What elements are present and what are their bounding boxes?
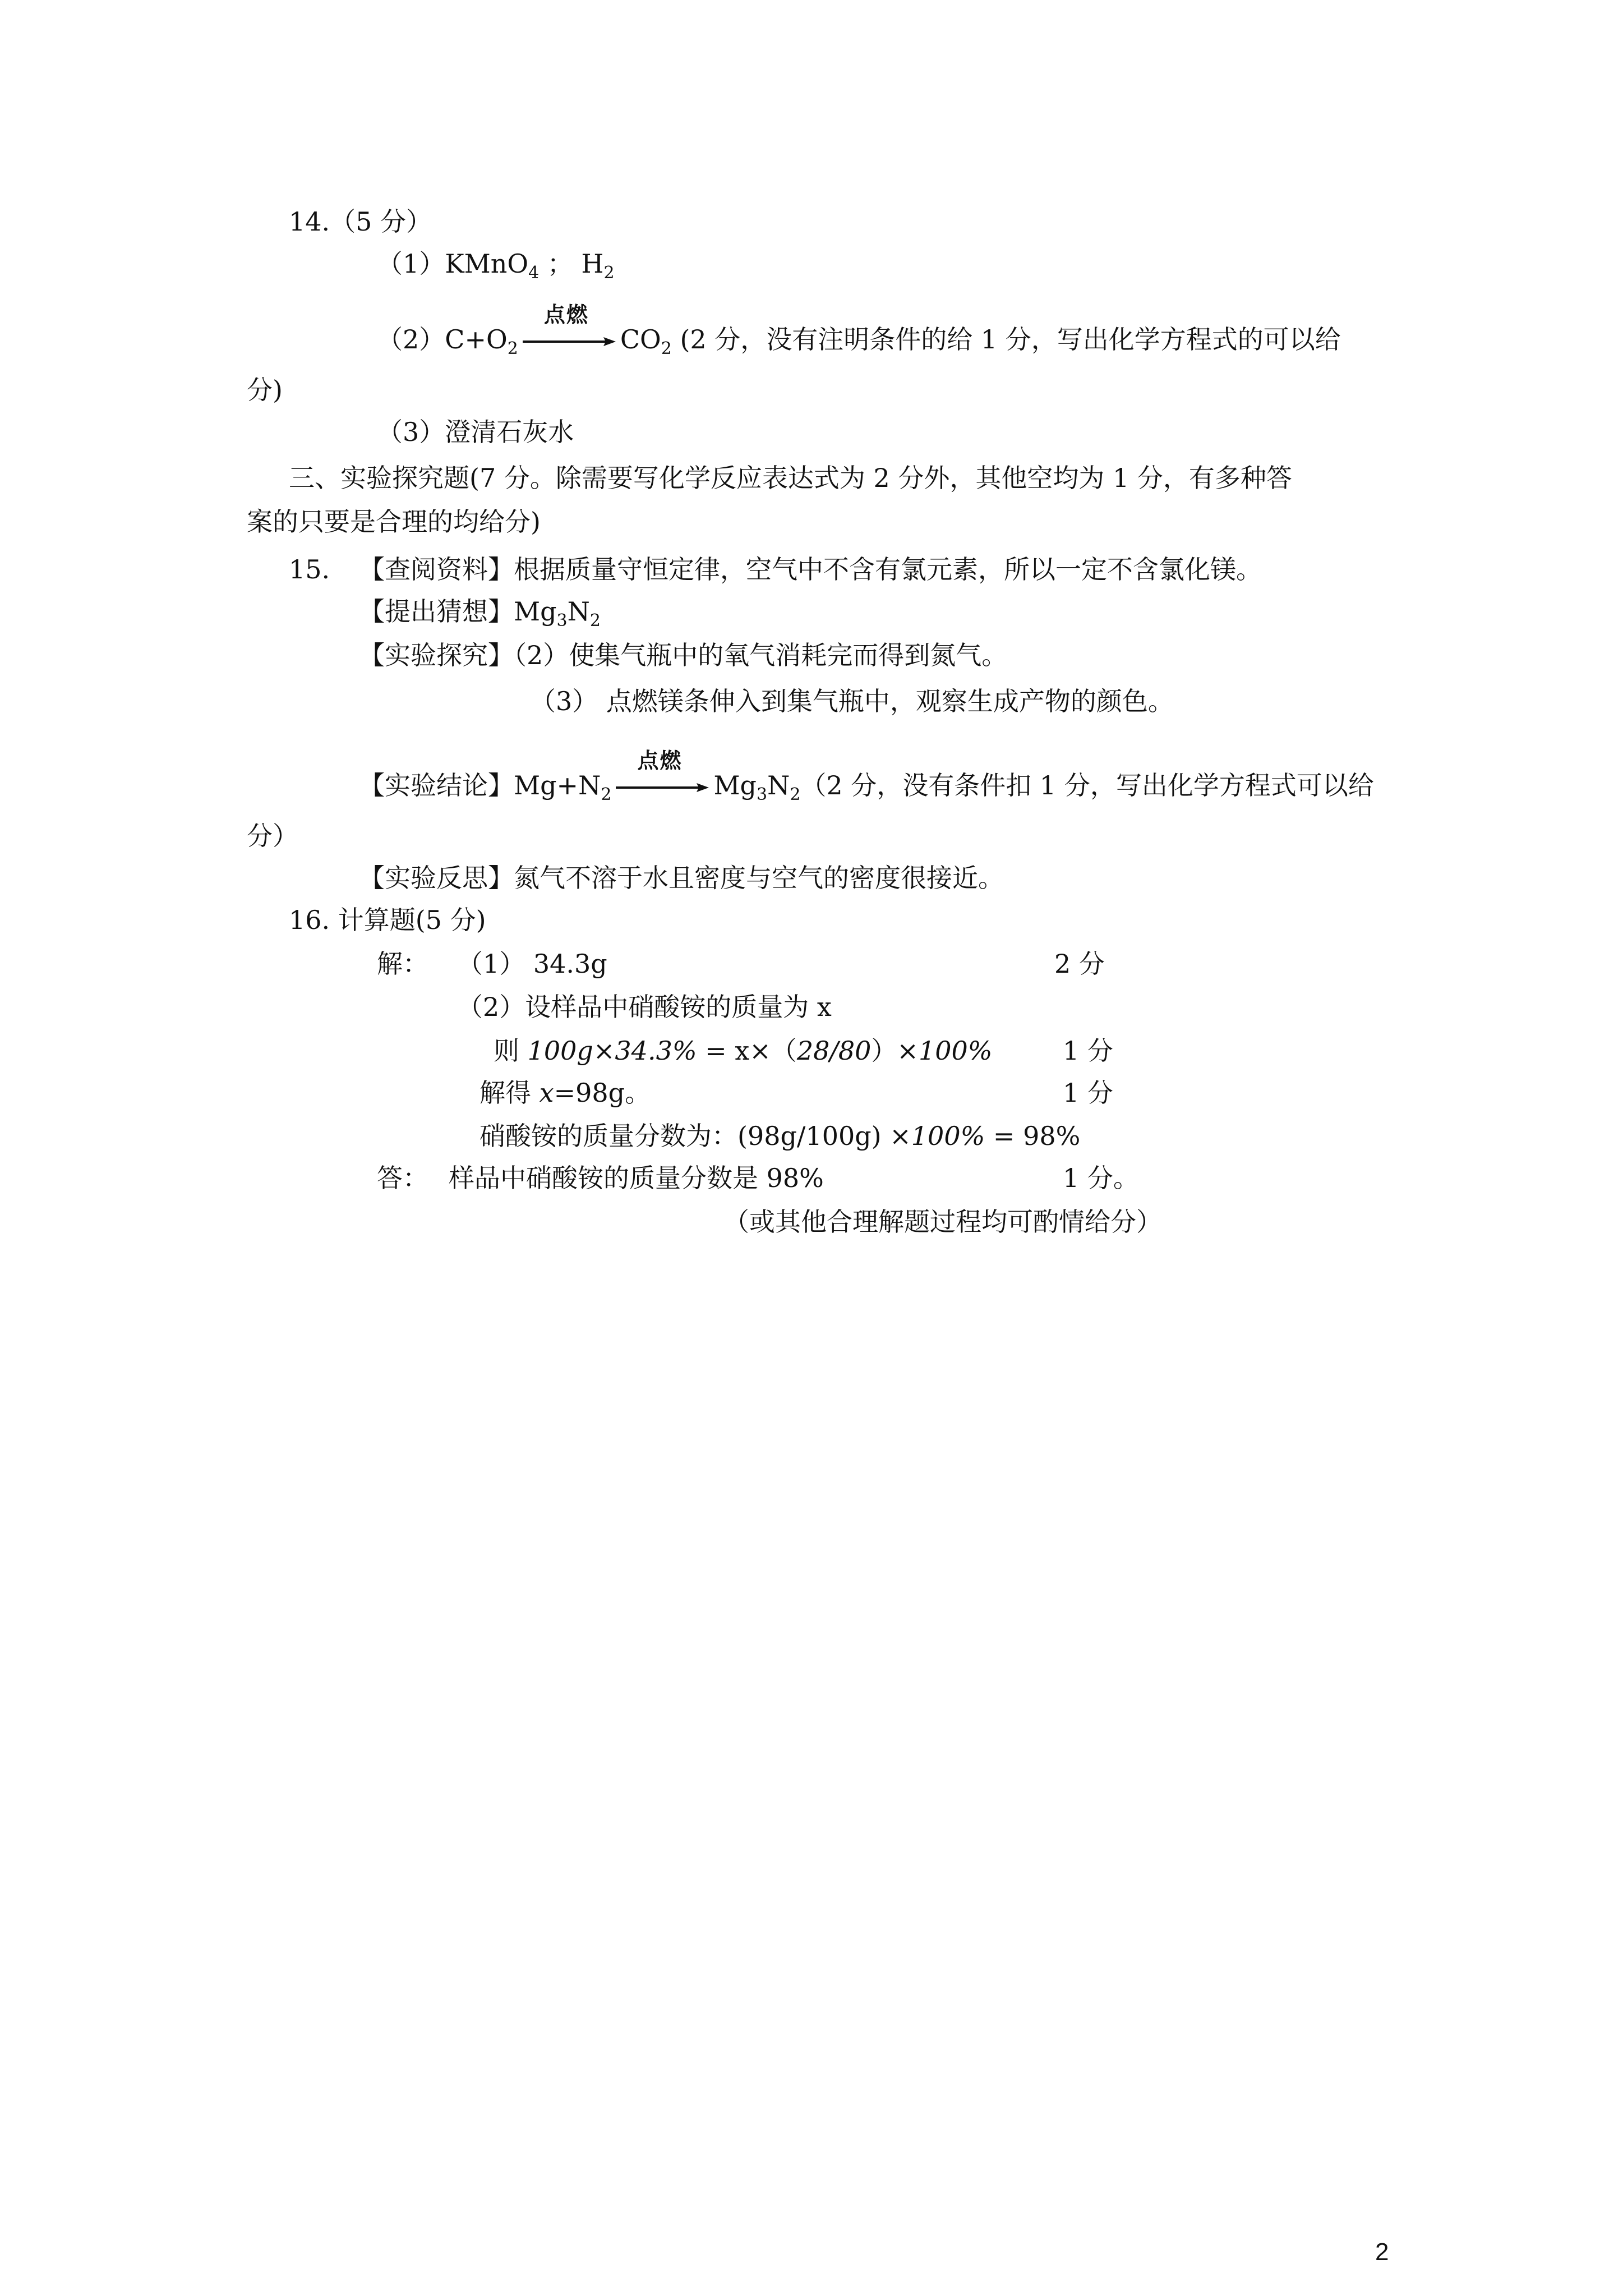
q14-part1-prefix: （1）KMnO bbox=[377, 249, 529, 279]
q16-title: 16. 计算题(5 分) bbox=[289, 905, 486, 935]
q15-tanjiu-label: 【实验探究】 bbox=[359, 640, 514, 670]
q15-jielun-product-mg: Mg bbox=[713, 770, 757, 800]
q14-part2-sub: 2 bbox=[507, 339, 518, 358]
q15-jielun-product-sub1: 3 bbox=[756, 785, 768, 804]
arrow-icon bbox=[615, 781, 710, 794]
q16-fraction bbox=[479, 1119, 1080, 1153]
q14-part2-note: (2 分，没有注明条件的给 1 分，写出化学方程式的可以给 bbox=[671, 324, 1341, 355]
page-number: 2 bbox=[1375, 2238, 1389, 2266]
q16-ans-score: 1 分。 bbox=[1063, 1163, 1139, 1193]
section3-heading-cont: 案的只要是合理的均给分) bbox=[247, 507, 541, 537]
q14-title: 14.（5 分） bbox=[289, 206, 432, 237]
q15-fansi bbox=[359, 861, 1004, 895]
q15-chayue-text: 根据质量守恒定律，空气中不含有氯元素，所以一定不含氯化镁。 bbox=[514, 554, 1262, 585]
reaction-arrow bbox=[522, 302, 617, 353]
q16-note: （或其他合理解题过程均可酌情给分） bbox=[723, 1207, 1162, 1237]
q15-caixiang-mg: Mg bbox=[514, 596, 557, 627]
section3-heading: 三、实验探究题(7 分。除需要写化学反应表达式为 2 分外，其他空均为 1 分，有多种答 bbox=[289, 463, 1292, 493]
q15-jielun-product-sub2: 2 bbox=[790, 785, 801, 804]
q15-caixiang-n: N bbox=[567, 596, 590, 627]
q14-part2-product-sub: 2 bbox=[661, 339, 672, 358]
reaction-arrow bbox=[615, 748, 710, 799]
arrow-icon bbox=[522, 335, 617, 348]
q16-equation bbox=[494, 1034, 992, 1068]
q15-jielun-note-cont: 分） bbox=[247, 821, 298, 851]
q14-part1-mid: ； H bbox=[539, 249, 604, 279]
q16-solve-prefix: 解得 bbox=[479, 1078, 540, 1108]
q15-caixiang-sub1: 3 bbox=[556, 611, 568, 631]
q15-jielun-product-n: N bbox=[767, 770, 790, 800]
q16-solve-score: 1 分 bbox=[1063, 1078, 1113, 1108]
q16-solve bbox=[479, 1076, 651, 1110]
q15-caixiang bbox=[359, 595, 601, 638]
q16-ans-label: 答： bbox=[377, 1163, 428, 1193]
q14-part1-sub: 4 bbox=[528, 263, 540, 283]
q16-solve-var: x bbox=[539, 1078, 554, 1108]
q16-ans-text: 样品中硝酸铵的质量分数是 98% bbox=[449, 1163, 824, 1193]
q15-chayue-label: 【查阅资料】 bbox=[359, 554, 514, 585]
q14-part2-product: CO bbox=[620, 324, 661, 355]
q15-tanjiu-step3: （3） 点燃镁条伸入到集气瓶中，观察生成产物的颜色。 bbox=[530, 686, 1174, 716]
q16-frac-result: = 98% bbox=[985, 1121, 1081, 1151]
q16-eq-score: 1 分 bbox=[1063, 1036, 1113, 1066]
q16-sol1-score: 2 分 bbox=[1054, 949, 1105, 979]
q16-frac-percent: ×100% bbox=[889, 1121, 985, 1151]
reaction-condition: 点燃 bbox=[543, 302, 589, 327]
q14-part2-reactants: （2）C+O bbox=[377, 324, 508, 355]
q16-solve-rest: =98g。 bbox=[554, 1078, 651, 1108]
q16-eq-ratio: 28/80 bbox=[796, 1036, 872, 1066]
q14-part2-note-cont: 分) bbox=[247, 375, 283, 405]
q15-jielun-label: 【实验结论】 bbox=[359, 770, 514, 800]
q16-eq-close: ） bbox=[871, 1036, 897, 1066]
q15-tanjiu-text: （2）使集气瓶中的氧气消耗完而得到氮气。 bbox=[514, 640, 1008, 670]
q16-eq-mid: x×（ bbox=[726, 1036, 797, 1066]
q16-eq-prefix: 则 bbox=[494, 1036, 528, 1066]
q15-caixiang-label: 【提出猜想】 bbox=[359, 596, 514, 627]
q15-jielun-reactant-sub: 2 bbox=[601, 785, 612, 804]
q15-jielun bbox=[359, 748, 1374, 812]
q15-chayue bbox=[359, 553, 1262, 586]
q16-sol1: （1） 34.3g bbox=[457, 949, 607, 979]
q14-part1-sub2: 2 bbox=[603, 263, 615, 283]
q14-part2 bbox=[377, 302, 1341, 366]
q15-tanjiu bbox=[359, 638, 1007, 672]
q16-eq-lhs: 100g×34.3% = bbox=[527, 1036, 727, 1066]
q14-part3: （3）澄清石灰水 bbox=[377, 417, 574, 447]
q16-frac-text: 硝酸铵的质量分数为：(98g/100g) bbox=[479, 1121, 890, 1151]
q14-part1 bbox=[377, 247, 615, 290]
q15-fansi-label: 【实验反思】 bbox=[359, 863, 514, 893]
q15-jielun-note: （2 分，没有条件扣 1 分，写出化学方程式可以给 bbox=[800, 770, 1374, 800]
q15-number: 15. bbox=[289, 554, 330, 585]
reaction-condition: 点燃 bbox=[637, 748, 683, 773]
q16-sol2: （2）设样品中硝酸铵的质量为 x bbox=[457, 992, 832, 1022]
q16-sol-label: 解： bbox=[377, 949, 428, 979]
q15-caixiang-sub2: 2 bbox=[589, 611, 601, 631]
q15-jielun-reactant: Mg+N bbox=[514, 770, 601, 800]
q15-fansi-text: 氮气不溶于水且密度与空气的密度很接近。 bbox=[514, 863, 1004, 893]
q16-eq-percent: ×100% bbox=[897, 1036, 993, 1066]
